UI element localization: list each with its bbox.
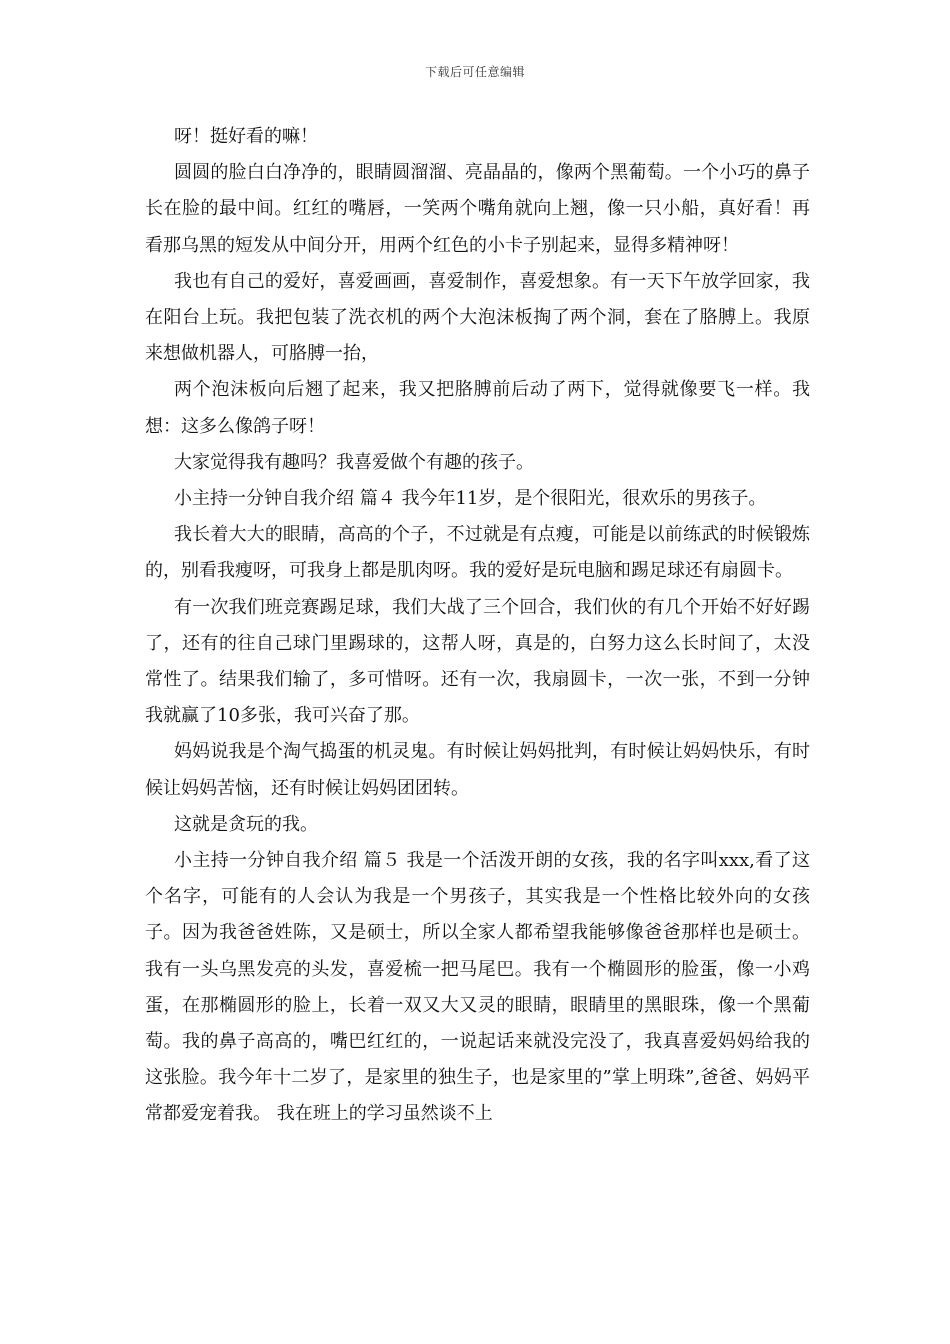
paragraph: 我也有自己的爱好，喜爱画画，喜爱制作，喜爱想象。有一天下午放学回家，我在阳台上玩。我把包装了洗衣机的两个大泡沫板掏了两个洞，套在了胳膊上。我原来想做机器人，可胳膊一抬， (145, 270, 810, 365)
section-heading-paragraph: 小主持一分钟自我介绍 篇４ 我今年11岁，是个很阳光，很欢乐的男孩子。 (174, 488, 767, 510)
document-body (145, 119, 810, 1133)
paragraph: 呀！挺好看的嘛！ (174, 126, 318, 147)
paragraph: 圆圆的脸白白净净的，眼睛圆溜溜、亮晶晶的，像两个黑葡萄。一个小巧的鼻子长在脸的最中间。红红的嘴唇，一笑两个嘴角就向上翘，像一只小船，真好看！再看那乌黑的短发从中间分开，用两个红色的小卡子别起来，显得多精神呀！ (145, 162, 810, 256)
paragraph: 妈妈说我是个淘气捣蛋的机灵鬼。有时候让妈妈批判，有时候让妈妈快乐，有时候让妈妈苦恼，还有时候让妈妈团团转。 (145, 741, 810, 799)
page-header: 下载后可任意编辑 (424, 65, 525, 79)
paragraph: 大家觉得我有趣吗？我喜爱做个有趣的孩子。 (174, 451, 534, 473)
paragraph: 两个泡沫板向后翘了起来，我又把胳膊前后动了两下，觉得就像要飞一样。我想：这多么像鸽子呀！ (145, 379, 810, 437)
paragraph: 有一次我们班竞赛踢足球，我们大战了三个回合，我们伙的有几个开始不好好踢了，还有的往自己球门里踢球的，这帮人呀，真是的，白努力这么长时间了，太没常性了。结果我们输了，多可惜呀。还有一次，我扇圆卡，一次一张，不到一分钟我就赢了10多张，我可兴奋了那。 (145, 596, 810, 727)
section-heading-paragraph: 小主持一分钟自我介绍 篇５ 我是一个活泼开朗的女孩，我的名字叫xxx,看了这个名字，可能有的人会认为我是一个男孩子，其实我是一个性格比较外向的女孩子。因为我爸爸姓陈，又是硕士，所以全家人都希望我能够像爸爸那样也是硕士。 我有一头乌黑发亮的头发，喜爱梳一把马尾巴。我有一个椭圆形的脸蛋，像一小鸡蛋，在那椭圆形的脸上，长着一双又大又灵的眼睛，眼睛里的黑眼珠，像一个黑葡萄。我的鼻子高高的，嘴巴红红的，一说起话来就没完没了，我真喜爱妈妈给我的这张脸。我今年十二岁了，是家里的独生子，也是家里的”掌上明珠”,爸爸、妈妈平常都爱宠着我。 我在班上的学习虽然谈不上 (145, 850, 810, 1125)
paragraph: 我长着大大的眼睛，高高的个子，不过就是有点瘦，可能是以前练武的时候锻炼的，别看我瘦呀，可我身上都是肌肉呀。我的爱好是玩电脑和踢足球还有扇圆卡。 (145, 524, 810, 582)
paragraph: 这就是贪玩的我。 (174, 813, 318, 835)
